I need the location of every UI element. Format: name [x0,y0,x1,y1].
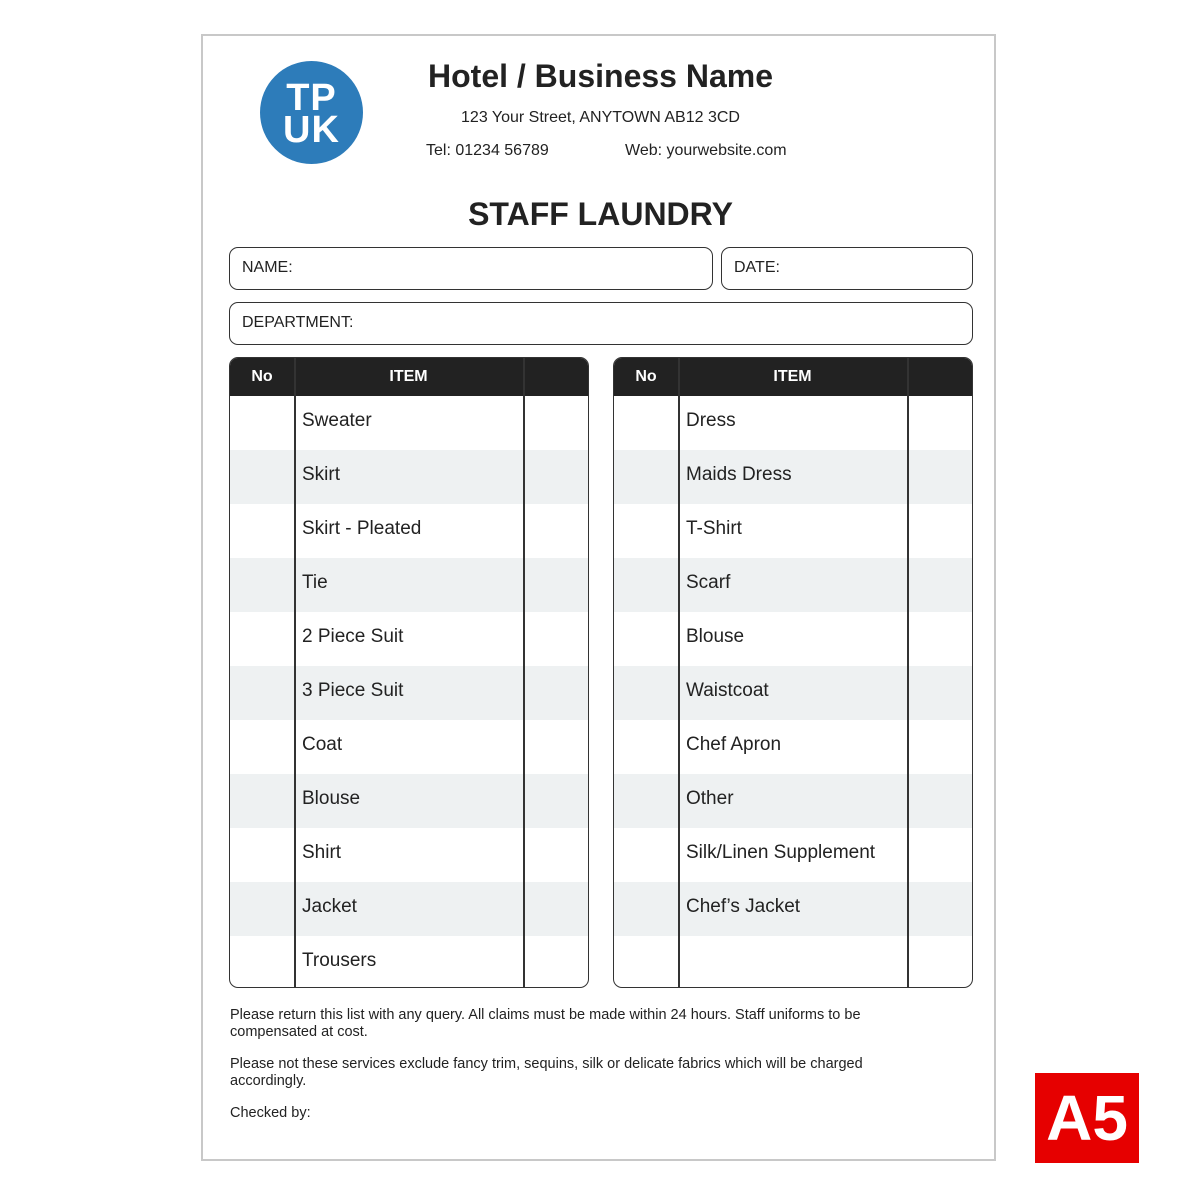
date-label: DATE: [734,259,780,276]
table-row[interactable] [614,936,972,988]
item-label: 3 Piece Suit [302,680,404,701]
table-row[interactable] [614,558,972,612]
item-label: Scarf [686,572,731,593]
name-field[interactable] [229,247,713,290]
column-divider [523,358,525,987]
business-address: 123 Your Street, ANYTOWN AB12 3CD [461,109,740,126]
items-table-left [229,357,589,988]
item-label: Skirt [302,464,340,485]
items-table-right [613,357,973,988]
table-row[interactable] [230,504,588,558]
column-header-item: ITEM [773,368,812,385]
table-row[interactable] [614,612,972,666]
table-row[interactable] [614,396,972,450]
item-label: 2 Piece Suit [302,626,404,647]
table-row[interactable] [614,450,972,504]
item-label: Blouse [302,788,361,809]
table-row[interactable] [614,828,972,882]
table-row[interactable] [614,504,972,558]
table-row[interactable] [230,936,588,988]
item-label: Trousers [302,950,377,971]
item-label: Jacket [302,896,357,917]
business-name: Hotel / Business Name [428,58,773,94]
table-body [614,396,972,988]
name-label: NAME: [242,259,293,276]
department-label: DEPARTMENT: [242,314,354,331]
claims-note: Please return this list with any query. All claims must be made within 24 hours. Staff uniforms to be compensated at cost. [230,1007,861,1040]
item-label: Silk/Linen Supplement [686,842,876,863]
item-label: Chef’s Jacket [686,896,801,917]
laundry-form-sheet [201,34,996,1161]
item-label: Shirt [302,842,342,863]
column-header-no: No [251,368,273,385]
item-label: Tie [302,572,328,593]
column-divider [294,358,296,987]
table-body [230,396,588,988]
date-field[interactable] [721,247,973,290]
item-label: Other [686,788,734,809]
table-row[interactable] [230,558,588,612]
table-header [614,358,972,396]
table-row[interactable] [230,720,588,774]
table-row[interactable] [614,720,972,774]
table-row[interactable] [230,666,588,720]
checked-by-label: Checked by: [230,1105,311,1121]
table-row[interactable] [230,450,588,504]
column-header-no: No [635,368,657,385]
column-divider [678,358,680,987]
table-row[interactable] [230,396,588,450]
column-header-item: ITEM [389,368,428,385]
item-label: T-Shirt [686,518,742,539]
item-label: Waistcoat [686,680,769,701]
logo-text-line2: UK [283,109,340,151]
item-label: Sweater [302,410,372,431]
table-row[interactable] [614,774,972,828]
table-row[interactable] [230,774,588,828]
table-row[interactable] [230,882,588,936]
paper-size-badge: A5 [1035,1073,1139,1163]
item-label: Dress [686,410,736,431]
item-label: Chef Apron [686,734,782,755]
logo-text-line1: TP [286,77,337,119]
table-row[interactable] [614,882,972,936]
item-label: Blouse [686,626,745,647]
column-divider [907,358,909,987]
item-label: Coat [302,734,343,755]
fabric-note: Please not these services exclude fancy trim, sequins, silk or delicate fabrics which will be charged accordingly. [230,1056,863,1089]
business-telephone: Tel: 01234 56789 [426,142,549,159]
department-field[interactable] [229,302,973,345]
business-website: Web: yourwebsite.com [625,142,787,159]
item-label: Maids Dress [686,464,792,485]
table-header [230,358,588,396]
table-row[interactable] [614,666,972,720]
form-title: STAFF LAUNDRY [468,196,733,232]
item-label: Skirt - Pleated [302,518,422,539]
table-row[interactable] [230,828,588,882]
table-row[interactable] [230,612,588,666]
